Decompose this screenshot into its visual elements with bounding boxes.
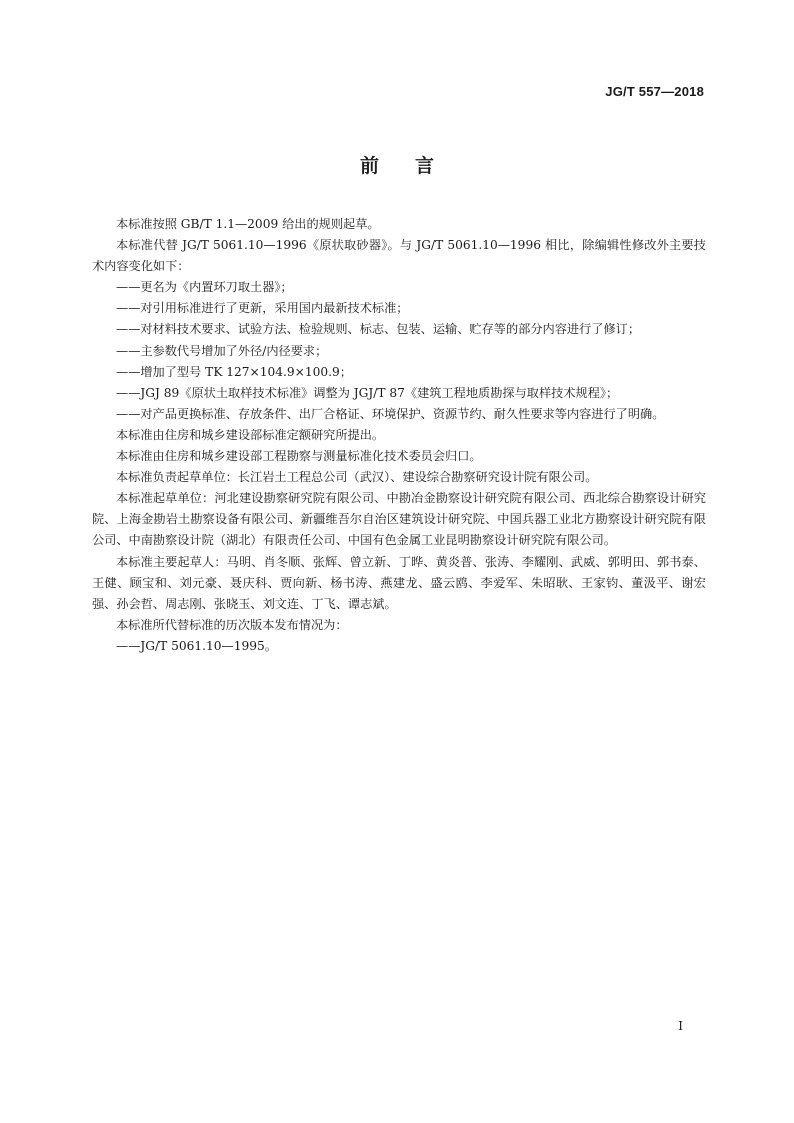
paragraph: 本标准由住房和城乡建设部标准定额研究所提出。 — [116, 427, 385, 442]
list-item-text: 对材料技术要求、试验方法、检验规则、标志、包装、运输、贮存等的部分内容进行了修订； — [140, 322, 641, 337]
list-item — [92, 404, 706, 425]
paragraph: 本标准主要起草人：马明、肖冬顺、张辉、曾立新、丁晔、黄炎普、张涛、李耀刚、武威、郭明田、郭书泰、王健、顾宝和、刘元豪、聂庆科、贾向新、杨书涛、燕建龙、盛云鸥、李爱军、朱昭耿、王家钧、董汲平、谢宏强、孙会哲、周志刚、张晓玉、刘文连、丁飞、谭志斌。 — [92, 554, 706, 611]
list-item-text: 对引用标准进行了更新，采用国内最新技术标准； — [140, 301, 409, 316]
list-item — [92, 383, 706, 404]
dash: —— — [116, 280, 141, 295]
list-item — [92, 362, 706, 383]
document-body — [92, 214, 706, 657]
standard-code: JG/T 557—2018 — [605, 84, 704, 99]
dash: —— — [116, 406, 141, 421]
list-item — [92, 319, 706, 340]
list-item-text: 主参数代号增加了外径/内径要求； — [140, 343, 328, 358]
paragraph: 本标准按照 GB/T 1.1—2009 给出的规则起草。 — [116, 217, 380, 231]
list-item — [92, 298, 706, 319]
page-title: 前言 — [359, 155, 470, 177]
dash: —— — [116, 322, 141, 337]
dash: —— — [116, 364, 141, 379]
page-number: I — [678, 1019, 683, 1033]
list-item — [92, 277, 706, 298]
dash: —— — [116, 385, 141, 400]
paragraph: 本标准由住房和城乡建设部工程勘察与测量标准化技术委员会归口。 — [116, 449, 482, 464]
paragraph: 本标准所代替标准的历次版本发布情况为： — [116, 617, 348, 632]
paragraph: 本标准代替 JG/T 5061.10—1996《原状取砂器》。与 JG/T 5061.10—1996 相比，除编辑性修改外主要技术内容变化如下： — [92, 238, 706, 274]
list-item-text: 更名为《内置环刀取土器》； — [140, 280, 293, 295]
paragraph: 本标准负责起草单位：长江岩土工程总公司（武汉）、建设综合勘察研究设计院有限公司。 — [116, 470, 598, 485]
dash: —— — [116, 638, 141, 653]
list-item-text: 增加了型号 TK 127×104.9×100.9； — [140, 364, 352, 379]
dash: —— — [116, 301, 141, 316]
list-item — [92, 636, 706, 657]
paragraph: 本标准起草单位：河北建设勘察研究院有限公司、中勘冶金勘察设计研究院有限公司、西北综合勘察设计研究院、上海金勘岩土勘察设备有限公司、新疆维吾尔自治区建筑设计研究院、中国兵器工业北方勘察设计研究院有限公司、中南勘察设计院（湖北）有限责任公司、中国有色金属工业昆明勘察设计研究院有限公司。 — [92, 491, 706, 548]
list-item-text: JGJ 89《原状土取样技术标准》调整为 JGJ/T 87《建筑工程地质勘探与取样技术规程》； — [140, 385, 619, 400]
list-item — [92, 341, 706, 362]
dash: —— — [116, 343, 141, 358]
list-item-text: 对产品更换标准、存放条件、出厂合格证、环境保护、资源节约、耐久性要求等内容进行了明确。 — [140, 406, 665, 421]
list-item-text: JG/T 5061.10—1995。 — [140, 638, 277, 653]
